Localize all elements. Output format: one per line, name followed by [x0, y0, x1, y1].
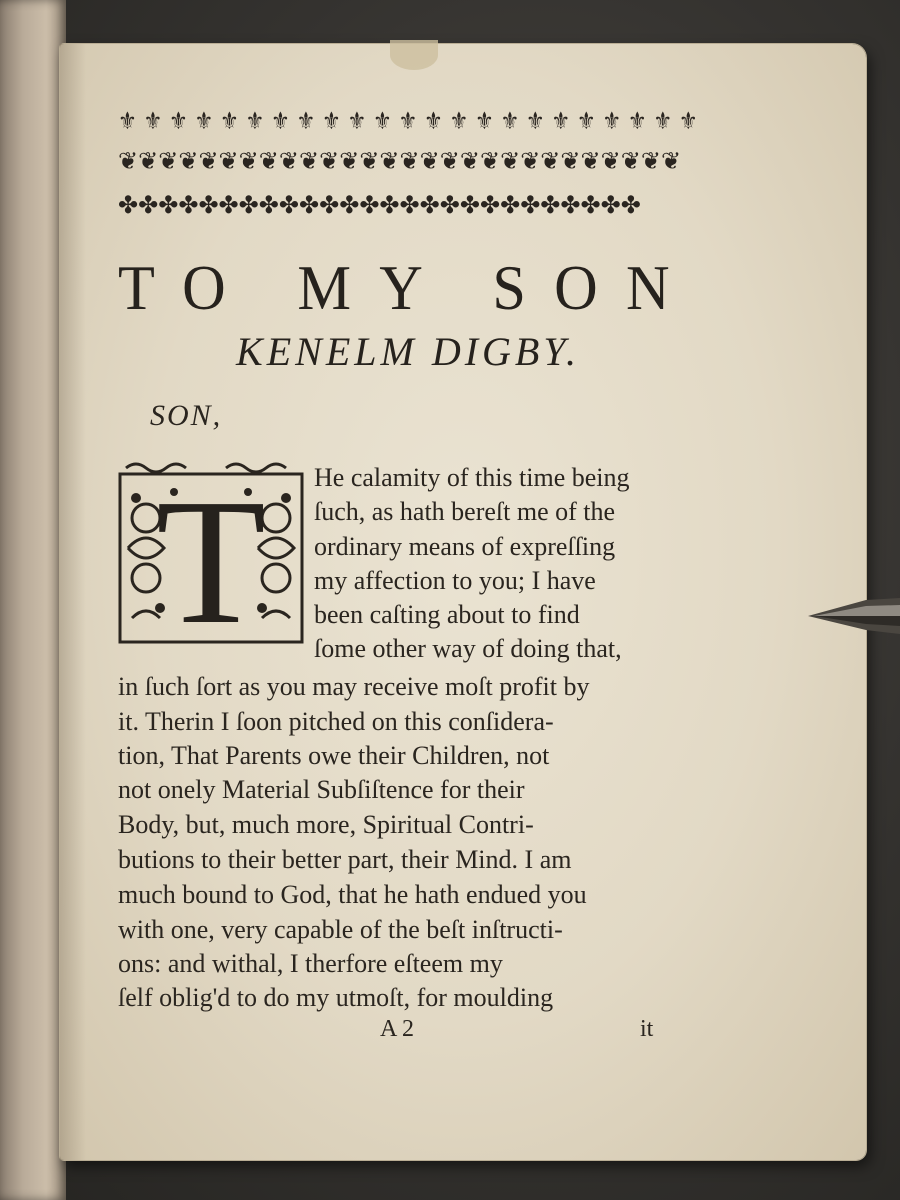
text-line: ordinary means of expreſſing	[314, 532, 616, 561]
text-line: my affection to you; I have	[314, 566, 596, 595]
page-subtitle: KENELM DIGBY.	[236, 329, 580, 374]
catchword: it	[640, 1016, 654, 1042]
page-pointer-tool	[806, 592, 900, 640]
text-line: tion, That Parents owe their Children, not	[118, 741, 550, 770]
signature-mark: A 2	[380, 1016, 415, 1042]
text-line: in ſuch ſort as you may receive moſt profit by	[118, 672, 590, 701]
text-line: not onely Material Subſiſtence for their	[118, 775, 525, 804]
text-line: ſome other way of doing that,	[314, 634, 622, 663]
text-line: been caſting about to find	[314, 600, 580, 629]
text-line: ons: and withal, I therfore eſteem my	[118, 949, 503, 978]
text-line: with one, very capable of the beſt inſtructi-	[118, 915, 563, 944]
headpiece-ornament-row-1: ⚜ ⚜ ⚜ ⚜ ⚜ ⚜ ⚜ ⚜ ⚜ ⚜ ⚜ ⚜ ⚜ ⚜ ⚜ ⚜ ⚜ ⚜ ⚜ ⚜ ⚜ ⚜ ⚜	[118, 107, 698, 135]
text-line: Body, but, much more, Spiritual Contri-	[118, 810, 534, 839]
text-line: butions to their better part, their Mind. I am	[118, 845, 572, 874]
headpiece-ornament-row-2: ❦❦❦❦❦❦❦❦❦❦❦❦❦❦❦❦❦❦❦❦❦❦❦❦❦❦❦❦	[118, 147, 682, 175]
facing-page-edge	[0, 0, 66, 1200]
drop-cap-ornament	[116, 458, 306, 646]
headpiece-ornament-row-3: ✤✤✤✤✤✤✤✤✤✤✤✤✤✤✤✤✤✤✤✤✤✤✤✤✤✤	[118, 191, 641, 219]
text-line: He calamity of this time being	[314, 463, 630, 492]
page-title: TO MY SON	[118, 252, 698, 323]
text-line: it. Therin I ſoon pitched on this conſidera-	[118, 707, 554, 736]
text-line: ſuch, as hath bereſt me of the	[314, 497, 616, 526]
drop-cap-letter: T	[156, 462, 266, 646]
page-tear	[390, 40, 438, 70]
text-line: ſelf oblig'd to do my utmoſt, for moulding	[118, 983, 554, 1012]
salutation: SON,	[150, 399, 223, 432]
text-line: much bound to God, that he hath endued you	[118, 880, 587, 909]
